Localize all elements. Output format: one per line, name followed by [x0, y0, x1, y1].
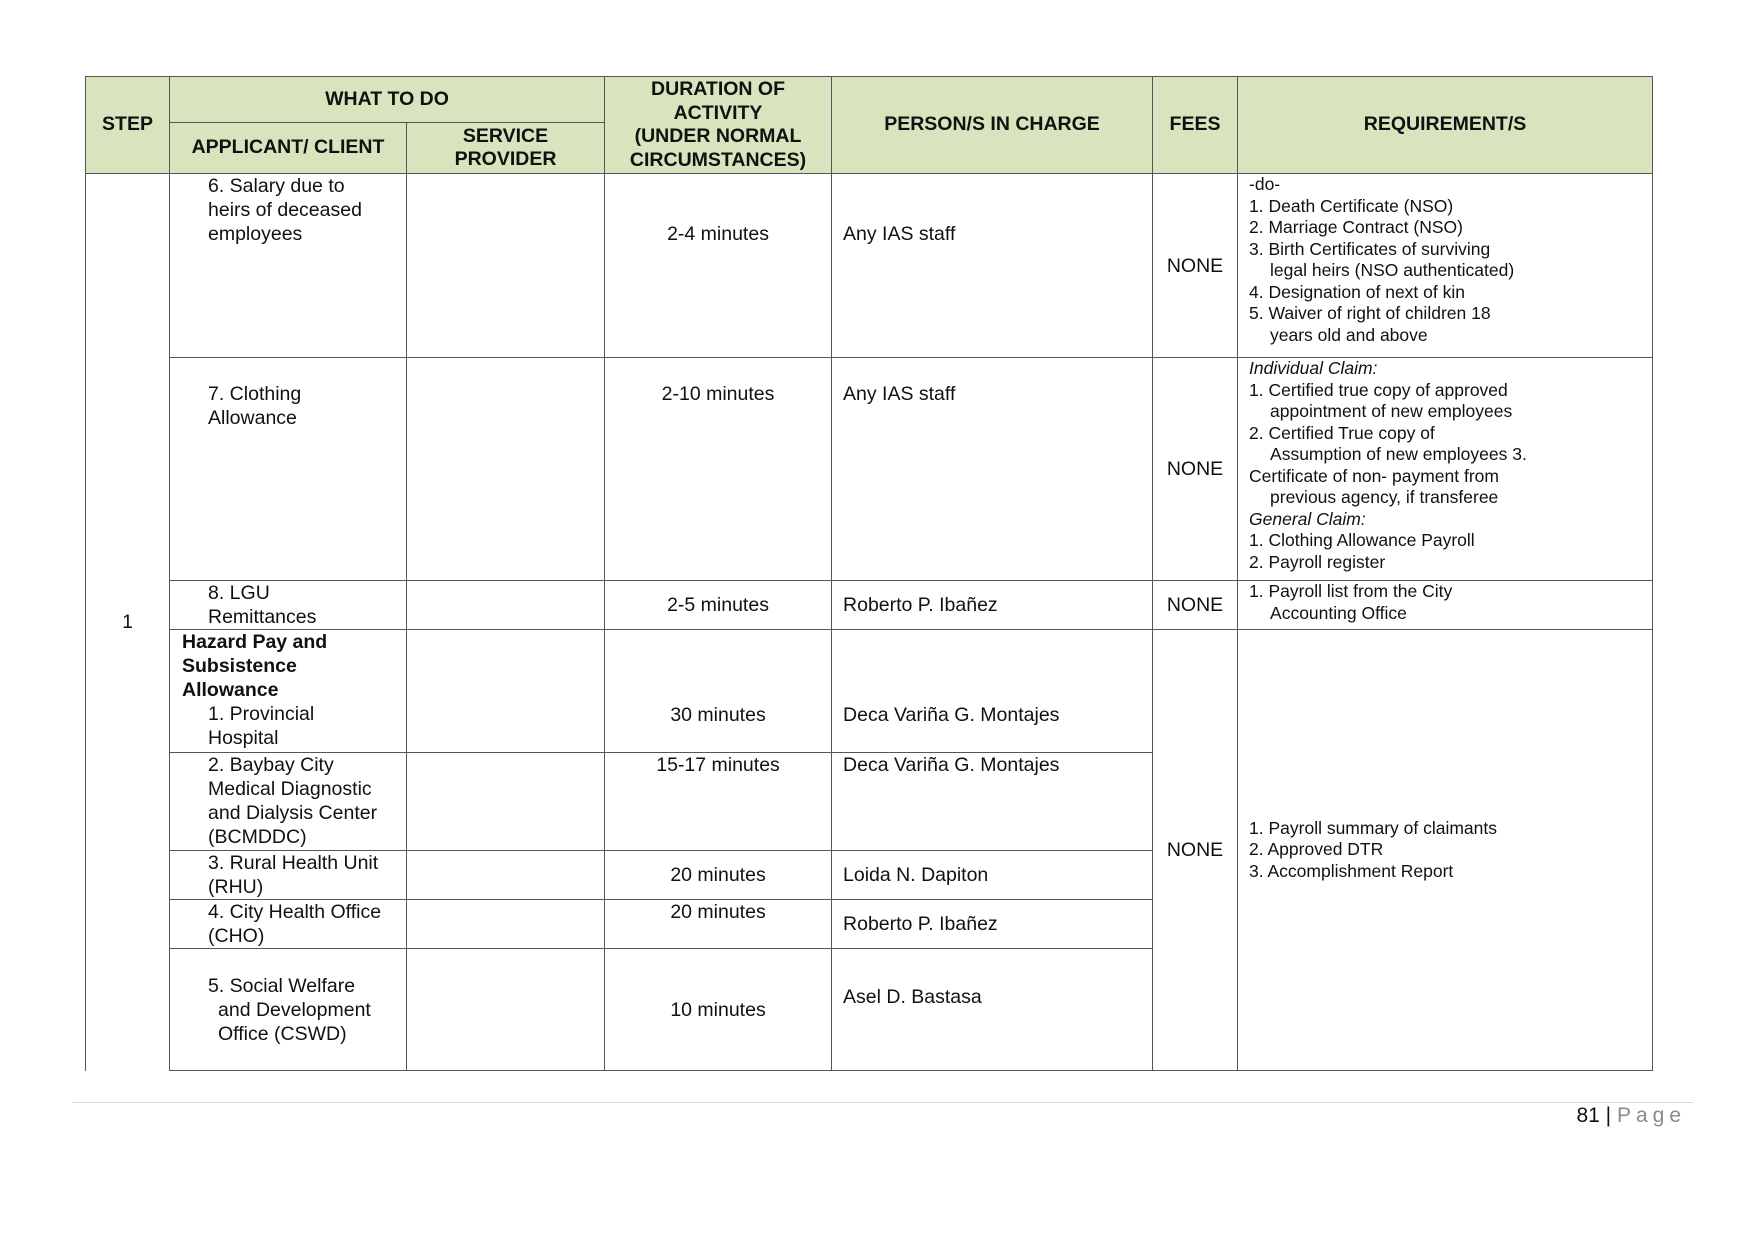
- applicant-cell: 7. Clothing Allowance: [170, 358, 407, 581]
- applicant-cell: 3. Rural Health Unit (RHU): [170, 851, 407, 900]
- person-cell: Any IAS staff: [832, 358, 1153, 581]
- duration-cell: 2-10 minutes: [605, 358, 832, 581]
- step-number: 1: [86, 174, 170, 1071]
- fees-cell: NONE: [1153, 630, 1238, 1071]
- applicant-cell: 5. Social Welfare and Development Office (CSWD): [170, 949, 407, 1071]
- duration-cell: 30 minutes: [605, 630, 832, 753]
- header-applicant: APPLICANT/ CLIENT: [170, 123, 407, 174]
- service-provider-cell: [407, 851, 605, 900]
- person-cell: Roberto P. Ibañez: [832, 581, 1153, 630]
- service-provider-cell: [407, 900, 605, 949]
- header-what-to-do: WHAT TO DO: [170, 77, 605, 123]
- person-cell: Any IAS staff: [832, 174, 1153, 358]
- fees-cell: NONE: [1153, 174, 1238, 358]
- service-table: [85, 76, 1653, 1071]
- header-step: STEP: [86, 77, 170, 174]
- service-provider-cell: [407, 753, 605, 851]
- requirements-cell: -do- 1. Death Certificate (NSO) 2. Marriage Contract (NSO) 3. Birth Certificates of surviving legal heirs (NSO authenticated) 4. Designation of next of kin 5. Waiver of right of children 18 years old and above: [1238, 174, 1653, 358]
- service-provider-cell: [407, 358, 605, 581]
- page-number: 81 | Page: [1576, 1104, 1686, 1127]
- hazard-heading: Hazard Pay and: [182, 631, 328, 653]
- header-persons: PERSON/S IN CHARGE: [832, 77, 1153, 174]
- duration-cell: 2-5 minutes: [605, 581, 832, 630]
- table-row: [86, 630, 1653, 753]
- person-cell: Roberto P. Ibañez: [832, 900, 1153, 949]
- requirements-cell: 1. Payroll list from the City Accounting Office: [1238, 581, 1653, 630]
- fees-cell: NONE: [1153, 581, 1238, 630]
- fees-cell: NONE: [1153, 358, 1238, 581]
- header-fees: FEES: [1153, 77, 1238, 174]
- service-provider-cell: [407, 581, 605, 630]
- header-requirements: REQUIREMENT/S: [1238, 77, 1653, 174]
- applicant-cell: 6. Salary due to heirs of deceased employees: [170, 174, 407, 358]
- applicant-cell: 8. LGU Remittances: [170, 581, 407, 630]
- duration-cell: 20 minutes: [605, 851, 832, 900]
- table-row: [86, 358, 1653, 581]
- applicant-cell: 2. Baybay City Medical Diagnostic and Dialysis Center (BCMDDC): [170, 753, 407, 851]
- footer-divider: [72, 1102, 1693, 1103]
- table-row: [86, 174, 1653, 358]
- requirements-cell: 1. Payroll summary of claimants 2. Approved DTR 3. Accomplishment Report: [1238, 630, 1653, 1071]
- requirements-cell: Individual Claim: 1. Certified true copy of approved appointment of new employees 2. Certified True copy of Assumption of new employees 3. Certificate of non- payment from previous agency, if transferee General Claim: 1. Clothing Allowance Payroll 2. Payroll register: [1238, 358, 1653, 581]
- service-provider-cell: [407, 174, 605, 358]
- person-cell: Asel D. Bastasa: [832, 949, 1153, 1071]
- person-cell: Deca Variña G. Montajes: [832, 630, 1153, 753]
- header-service-provider: SERVICE PROVIDER: [407, 123, 605, 174]
- service-provider-cell: [407, 949, 605, 1071]
- applicant-cell: Hazard Pay and Subsistence Allowance 1. Provincial Hospital: [170, 630, 407, 753]
- duration-cell: 2-4 minutes: [605, 174, 832, 358]
- table-row: [86, 581, 1653, 630]
- duration-cell: 10 minutes: [605, 949, 832, 1071]
- applicant-cell: 4. City Health Office (CHO): [170, 900, 407, 949]
- person-cell: Loida N. Dapiton: [832, 851, 1153, 900]
- duration-cell: 15-17 minutes: [605, 753, 832, 851]
- header-duration: DURATION OF ACTIVITY (UNDER NORMAL CIRCUMSTANCES): [605, 77, 832, 174]
- service-provider-cell: [407, 630, 605, 753]
- person-cell: Deca Variña G. Montajes: [832, 753, 1153, 851]
- duration-cell: 20 minutes: [605, 900, 832, 949]
